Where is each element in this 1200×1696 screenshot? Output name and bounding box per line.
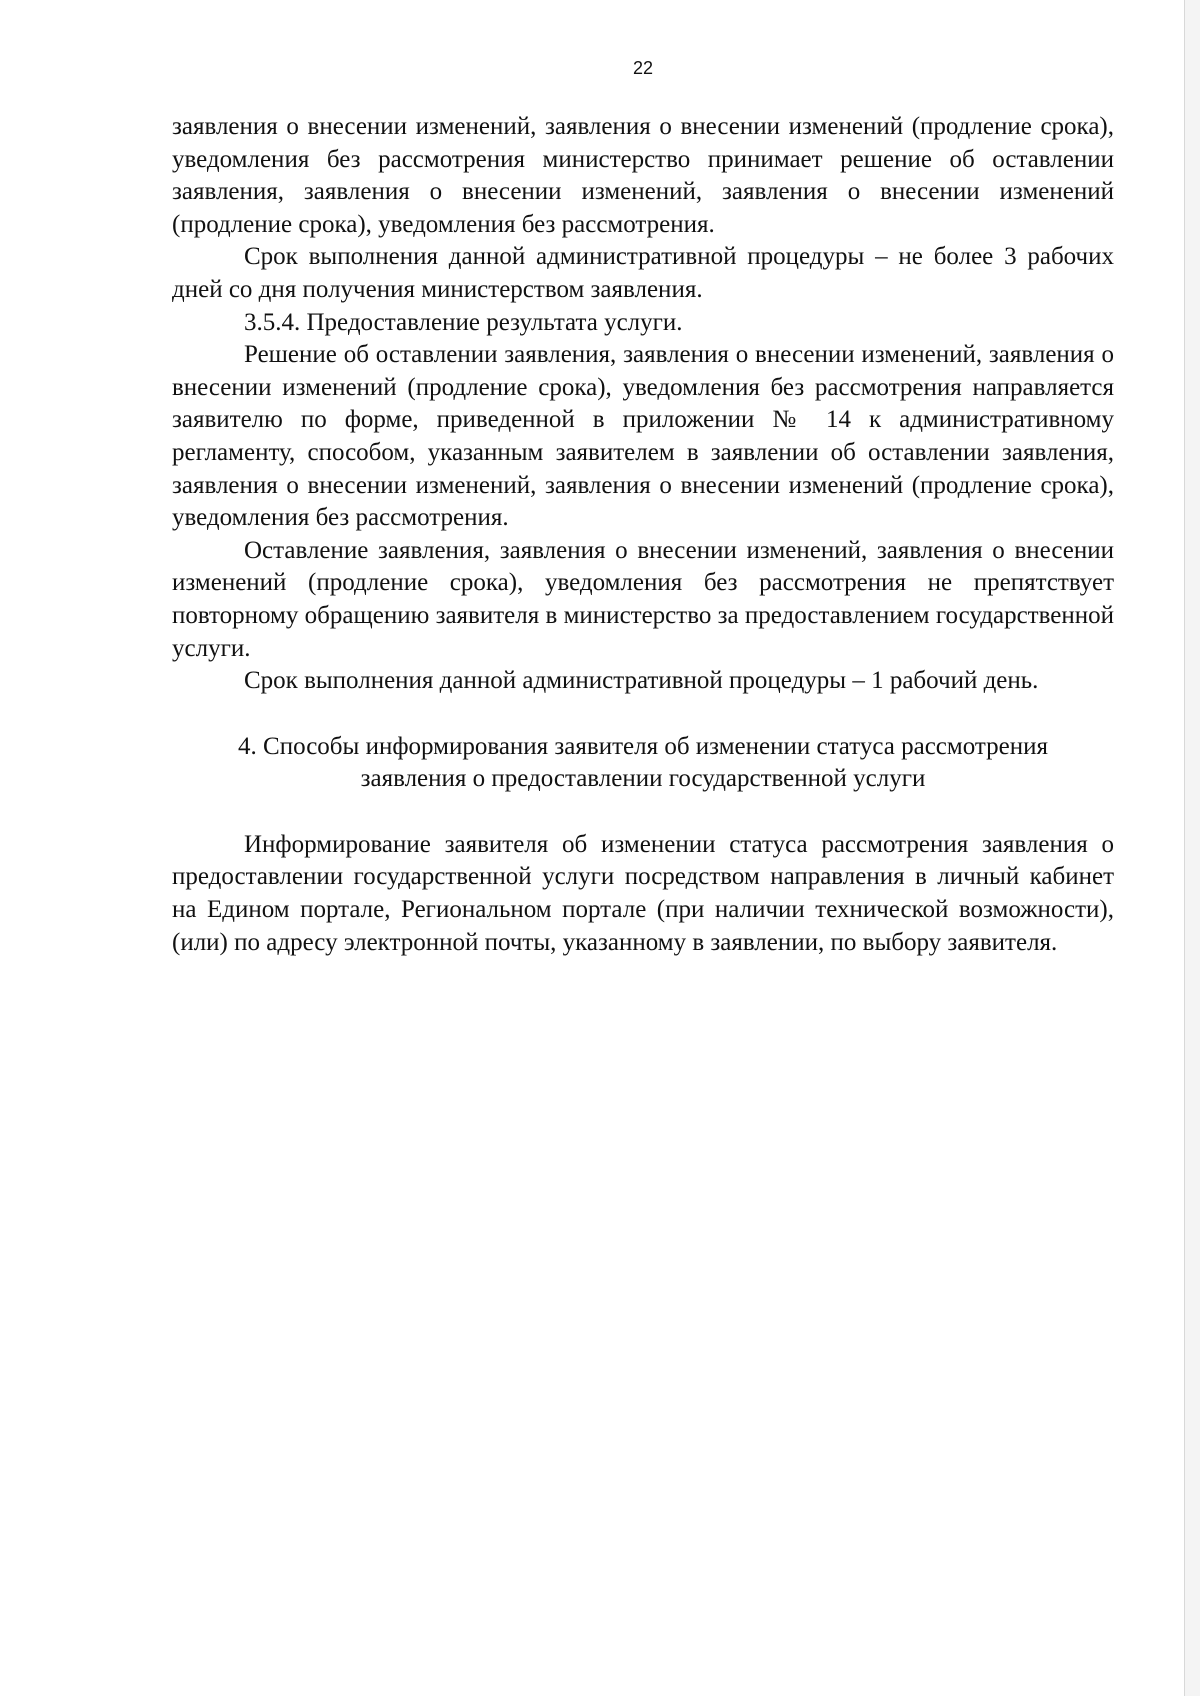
section-heading-line-1: 4. Способы информирования заявителя об изменении статуса рассмотрения <box>238 732 1048 760</box>
document-body <box>172 111 1114 959</box>
page-edge <box>1185 0 1200 1696</box>
paragraph-informing: Информирование заявителя об изменении статуса рассмотрения заявления о предоставлении государственной услуги посредством направления в личный кабинет на Едином портале, Региональном портале (при наличии технической возможности), (или) по адресу электронной почты, указанному в заявлении, по выбору заявителя. <box>172 830 1114 956</box>
paragraph-subsection-3-5-4: 3.5.4. Предоставление результата услуги. <box>244 308 683 336</box>
paragraph-decision: Решение об оставлении заявления, заявления о внесении изменений, заявления о внесении изменений (продление срока), уведомления без рассмотрения направляется заявителю по форме, приведенной в приложении № 14 к административному регламенту, способом, указанным заявителем в заявлении об оставлении заявления, заявления о внесении изменений, заявления о внесении изменений (продление срока), уведомления без рассмотрения. <box>172 341 1114 532</box>
paragraph-deadline-2: Срок выполнения данной административной процедуры – 1 рабочий день. <box>244 667 1039 695</box>
section-heading-4 <box>172 731 1114 796</box>
paragraph-continuation: заявления о внесении изменений, заявления о внесении изменений (продление срока), уведомления без рассмотрения министерство принимает решение об оставлении заявления, заявления о внесении изменений, заявления о внесении изменений (продление срока), уведомления без рассмотрения. <box>172 113 1114 238</box>
section-heading-line-2: заявления о предоставлении государственной услуги <box>360 765 926 793</box>
paragraph-leaving-application: Оставление заявления, заявления о внесении изменений, заявления о внесении изменений (продление срока), уведомления без рассмотрения не препятствует повторному обращению заявителя в министерство за предоставлением государственной услуги. <box>172 536 1114 662</box>
paragraph-deadline-1: Срок выполнения данной административной процедуры – не более 3 рабочих дней со дня получения министерством заявления. <box>172 243 1114 303</box>
page-number: 22 <box>632 58 654 78</box>
